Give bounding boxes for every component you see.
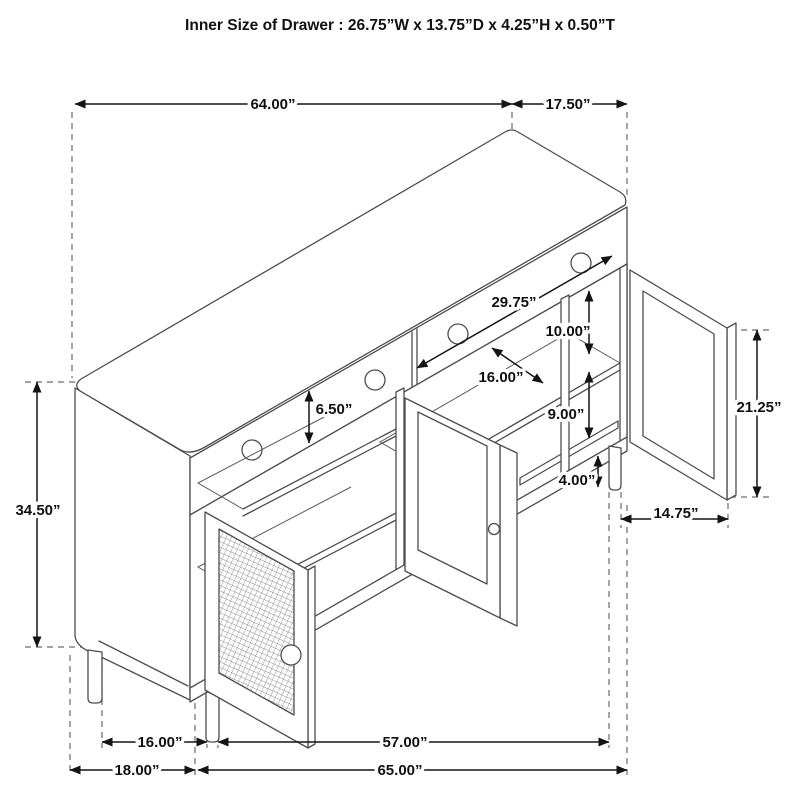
dim-lower-shelf-spacing: 9.00” (547, 406, 585, 423)
dim-left-bay-width: 16.00” (137, 734, 183, 751)
front-right-stile (620, 264, 627, 442)
leg (206, 692, 219, 742)
dim-base-width: 65.00” (377, 762, 423, 779)
partition-left (396, 388, 404, 576)
dim-overall-height: 34.50” (15, 502, 61, 519)
dim-top-width: 64.00” (250, 96, 296, 113)
right-door-open (630, 270, 736, 500)
dim-shelf-depth: 16.00” (478, 369, 524, 386)
page-title: Inner Size of Drawer : 26.75”W x 13.75”D x 4.25”H x 0.50”T (185, 17, 615, 34)
dim-upper-shelf-spacing: 10.00” (545, 323, 591, 340)
sideboard-line-art (75, 130, 736, 748)
dim-door-height: 21.25” (736, 399, 782, 416)
dim-top-depth: 17.50” (545, 96, 591, 113)
dim-leg-height: 4.00” (558, 472, 596, 489)
dim-base-depth: 18.00” (114, 762, 160, 779)
door-knob (281, 645, 301, 665)
leg (88, 650, 102, 703)
dim-drawer-width: 29.75” (491, 294, 537, 311)
leg (609, 446, 621, 490)
dim-front-span-width: 57.00” (382, 734, 428, 751)
dim-drawer-face-height: 6.50” (315, 401, 353, 418)
dim-door-width: 14.75” (653, 505, 699, 522)
